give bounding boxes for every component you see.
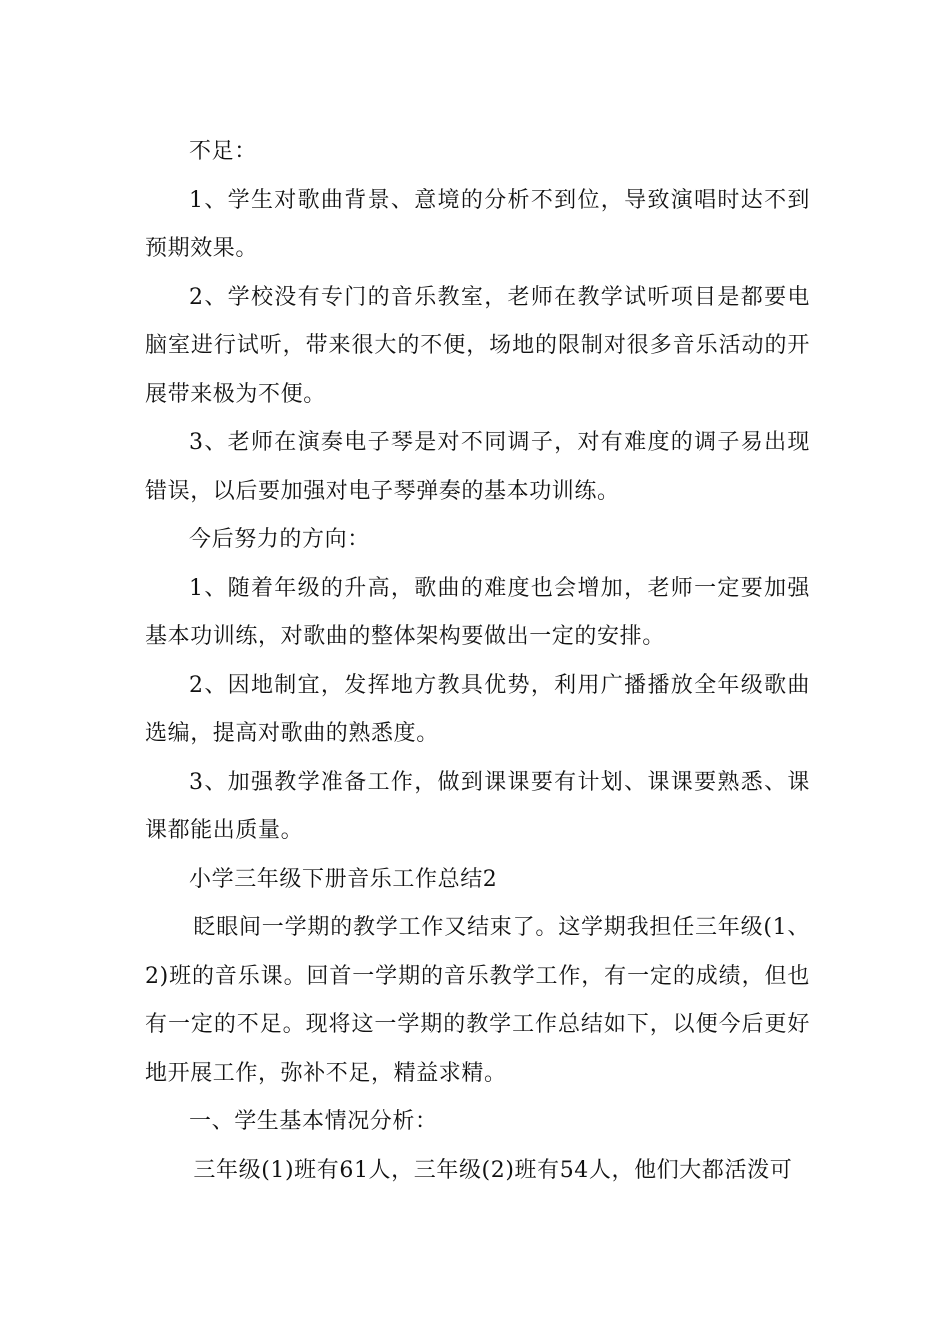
paragraph-intro: 眨眼间一学期的教学工作又结束了。这学期我担任三年级(1、2)班的音乐课。回首一学期的音乐教学工作，有一定的成绩，但也有一定的不足。现将这一学期的教学工作总结如下，以便今后更好地开展工作，弥补不足，精益求精。 (145, 915, 810, 1086)
paragraph-student-analysis: 三年级(1)班有61人，三年级(2)班有54人，他们大都活泼可 (193, 1157, 793, 1183)
paragraph-shortcomings-heading: 不足： (189, 139, 257, 164)
section-title: 小学三年级下册音乐工作总结2 (189, 866, 498, 892)
paragraph-direction-2: 2、因地制宜，发挥地方教具优势，利用广播播放全年级歌曲选编，提高对歌曲的熟悉度。 (145, 672, 810, 746)
paragraph-student-analysis-heading: 一、学生基本情况分析： (189, 1109, 438, 1134)
paragraph-shortcoming-2: 2、学校没有专门的音乐教室，老师在教学试听项目是都要电脑室进行试听，带来很大的不便，场地的限制对很多音乐活动的开展带来极为不便。 (145, 284, 810, 407)
paragraph-future-direction-heading: 今后努力的方向： (189, 527, 370, 552)
paragraph-direction-1: 1、随着年级的升高，歌曲的难度也会增加，老师一定要加强基本功训练，对歌曲的整体架构要做出一定的安排。 (145, 575, 810, 649)
paragraph-shortcoming-1: 1、学生对歌曲背景、意境的分析不到位，导致演唱时达不到预期效果。 (145, 187, 810, 261)
paragraph-shortcoming-3: 3、老师在演奏电子琴是对不同调子，对有难度的调子易出现错误，以后要加强对电子琴弹奏的基本功训练。 (145, 430, 810, 504)
document-body (145, 128, 810, 1195)
paragraph-direction-3: 3、加强教学准备工作，做到课课要有计划、课课要熟悉、课课都能出质量。 (145, 769, 810, 843)
